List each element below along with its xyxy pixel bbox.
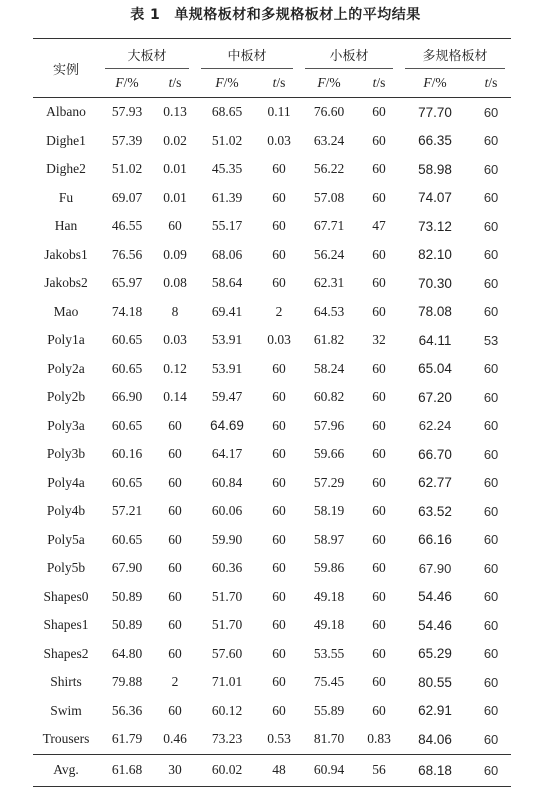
instance-name: Poly5a xyxy=(47,531,85,547)
fill-rate-cell: 80.55 xyxy=(418,674,452,690)
table-row xyxy=(33,355,511,384)
time-cell: 53 xyxy=(483,332,499,348)
time-cell: 60 xyxy=(372,360,386,376)
instance-name: Shapes2 xyxy=(43,645,89,661)
table-row xyxy=(33,611,511,640)
fill-rate-cell: 51.70 xyxy=(211,617,243,633)
time-cell: 60 xyxy=(372,474,386,490)
time-cell: 60 xyxy=(272,446,286,462)
time-cell: 60 xyxy=(272,531,286,547)
time-cell: 60 xyxy=(483,275,499,291)
fill-rate-cell: 66.16 xyxy=(418,532,452,548)
fill-rate-cell: 57.08 xyxy=(313,189,345,205)
table-row xyxy=(33,583,511,612)
fill-rate-cell: 62.77 xyxy=(418,475,452,491)
fill-rate-cell: 59.66 xyxy=(313,446,345,462)
time-cell: 60 xyxy=(168,446,182,462)
instance-name: Dighe2 xyxy=(46,161,86,177)
time-cell: 60 xyxy=(372,389,386,405)
fill-rate-cell: 61.39 xyxy=(211,189,243,205)
time-cell: 60 xyxy=(471,725,511,754)
fill-rate-cell: 66.70 xyxy=(418,446,452,462)
fill-rate-cell: 66.90 xyxy=(111,389,143,405)
time-header: t/s xyxy=(155,69,195,98)
fill-rate-cell: 84.06 xyxy=(399,725,471,754)
fill-rate-cell: 66.35 xyxy=(418,133,452,149)
fill-rate-cell: 79.88 xyxy=(111,674,143,690)
instance-name: Jakobs1 xyxy=(44,246,88,262)
time-cell: 60 xyxy=(372,702,386,718)
time-cell: 0.03 xyxy=(163,332,187,348)
instance-name: Poly4a xyxy=(47,474,85,490)
fill-rate-cell: 51.02 xyxy=(211,132,243,148)
instance-name: Poly3a xyxy=(47,417,85,433)
fill-rate-cell: 56.24 xyxy=(313,246,345,262)
time-cell: 0.01 xyxy=(163,189,187,205)
time-cell: 60 xyxy=(483,674,499,690)
table-row xyxy=(33,326,511,355)
table-row xyxy=(33,269,511,298)
fill-rate-cell: 58.64 xyxy=(211,275,243,291)
fill-rate-cell: 71.01 xyxy=(211,674,243,690)
time-cell: 60 xyxy=(483,418,499,434)
fill-rate-cell: 57.93 xyxy=(111,104,143,120)
time-cell: 60 xyxy=(272,645,286,661)
instance-name: Jakobs2 xyxy=(44,275,88,291)
fill-rate-cell: 60.65 xyxy=(111,332,143,348)
time-cell: 48 xyxy=(259,754,299,786)
fill-rate-cell: 64.80 xyxy=(111,645,143,661)
time-cell: 60 xyxy=(483,104,499,120)
instance-header: 实例 xyxy=(33,39,99,98)
fill-rate-cell: 75.45 xyxy=(313,674,345,690)
time-header: t/s xyxy=(359,69,399,98)
time-cell: 0.13 xyxy=(163,104,187,120)
table-row xyxy=(33,697,511,726)
fill-rate-cell: 61.82 xyxy=(313,332,345,348)
fill-rate-cell: 67.20 xyxy=(418,389,452,405)
table-row xyxy=(33,184,511,213)
fill-rate-cell: 59.90 xyxy=(211,531,243,547)
fill-rate-cell: 55.89 xyxy=(313,702,345,718)
fill-rate-cell: 73.12 xyxy=(418,218,452,234)
time-cell: 60 xyxy=(483,218,499,234)
instance-name: Albano xyxy=(46,104,86,120)
table-row xyxy=(33,98,511,127)
fill-rate-cell: 60.65 xyxy=(111,531,143,547)
time-cell: 60 xyxy=(372,161,386,177)
time-cell: 60 xyxy=(483,389,499,405)
time-cell: 60 xyxy=(372,531,386,547)
table-row xyxy=(33,127,511,156)
time-cell: 60 xyxy=(483,617,499,633)
time-cell: 60 xyxy=(372,246,386,262)
time-cell: 60 xyxy=(372,104,386,120)
fill-rate-cell: 60.36 xyxy=(211,560,243,576)
time-cell: 60 xyxy=(483,475,499,491)
time-header: t/s xyxy=(471,69,511,98)
fill-rate-cell: 69.07 xyxy=(111,189,143,205)
time-cell: 60 xyxy=(168,560,182,576)
fill-rate-cell: 60.02 xyxy=(195,754,259,786)
time-header: t/s xyxy=(259,69,299,98)
group-header-medium: 中板材 xyxy=(195,39,299,70)
time-cell: 60 xyxy=(483,247,499,263)
fill-rate-cell: 57.96 xyxy=(313,417,345,433)
time-cell: 60 xyxy=(168,617,182,633)
time-cell: 0.03 xyxy=(267,332,291,348)
time-cell: 30 xyxy=(155,754,195,786)
time-cell: 60 xyxy=(372,132,386,148)
table-row xyxy=(33,469,511,498)
time-cell: 60 xyxy=(372,617,386,633)
time-cell: 60 xyxy=(372,275,386,291)
instance-name: Shapes0 xyxy=(43,588,89,604)
fill-rate-cell: 56.22 xyxy=(313,161,345,177)
table-row xyxy=(33,212,511,241)
fill-rate-cell: 70.30 xyxy=(418,275,452,291)
fill-rate-cell: 57.39 xyxy=(111,132,143,148)
table-row xyxy=(33,440,511,469)
table-row xyxy=(33,668,511,697)
time-cell: 60 xyxy=(272,560,286,576)
time-cell: 60 xyxy=(483,646,499,662)
fill-rate-cell: 60.12 xyxy=(211,702,243,718)
time-cell: 60 xyxy=(483,304,499,320)
fill-rate-cell: 65.04 xyxy=(418,361,452,377)
fill-rate-cell: 78.08 xyxy=(418,304,452,320)
table-row xyxy=(33,754,511,786)
time-cell: 60 xyxy=(372,560,386,576)
fill-rate-cell: 76.60 xyxy=(313,104,345,120)
fill-rate-cell: 64.69 xyxy=(210,418,244,434)
instance-name: Avg. xyxy=(33,754,99,786)
fill-rate-header: F/% xyxy=(299,69,359,98)
fill-rate-cell: 64.53 xyxy=(313,303,345,319)
time-cell: 60 xyxy=(272,161,286,177)
time-cell: 60 xyxy=(168,531,182,547)
instance-name: Poly3b xyxy=(46,446,86,462)
time-cell: 56 xyxy=(359,754,399,786)
time-cell: 60 xyxy=(272,218,286,234)
instance-name: Poly4b xyxy=(46,503,86,519)
time-cell: 60 xyxy=(168,474,182,490)
time-cell: 60 xyxy=(168,588,182,604)
time-cell: 60 xyxy=(272,617,286,633)
fill-rate-cell: 58.24 xyxy=(313,360,345,376)
table-row xyxy=(33,412,511,441)
fill-rate-cell: 60.84 xyxy=(211,474,243,490)
fill-rate-cell: 60.65 xyxy=(111,417,143,433)
fill-rate-cell: 62.24 xyxy=(418,418,452,434)
fill-rate-cell: 67.90 xyxy=(111,560,143,576)
time-cell: 0.53 xyxy=(259,725,299,754)
time-cell: 0.03 xyxy=(267,132,291,148)
fill-rate-cell: 56.36 xyxy=(111,702,143,718)
instance-name: Poly1a xyxy=(47,332,85,348)
fill-rate-cell: 61.79 xyxy=(99,725,155,754)
fill-rate-cell: 64.11 xyxy=(418,332,452,348)
fill-rate-cell: 74.07 xyxy=(418,190,452,206)
fill-rate-cell: 62.91 xyxy=(418,703,452,719)
time-cell: 0.11 xyxy=(267,104,291,120)
time-cell: 0.02 xyxy=(163,132,187,148)
fill-rate-cell: 60.06 xyxy=(211,503,243,519)
instance-name: Dighe1 xyxy=(46,132,86,148)
fill-rate-cell: 60.65 xyxy=(111,474,143,490)
fill-rate-cell: 50.89 xyxy=(111,617,143,633)
time-cell: 60 xyxy=(272,588,286,604)
fill-rate-cell: 51.70 xyxy=(211,588,243,604)
instance-name: Trousers xyxy=(33,725,99,754)
fill-rate-cell: 53.91 xyxy=(211,360,243,376)
fill-rate-cell: 69.41 xyxy=(211,303,243,319)
fill-rate-cell: 76.56 xyxy=(111,246,143,262)
time-cell: 60 xyxy=(483,446,499,462)
instance-name: Han xyxy=(54,218,78,234)
time-cell: 60 xyxy=(372,588,386,604)
time-cell: 60 xyxy=(483,532,499,548)
group-header-large: 大板材 xyxy=(99,39,195,70)
fill-rate-cell: 73.23 xyxy=(195,725,259,754)
table-row xyxy=(33,554,511,583)
fill-rate-cell: 67.71 xyxy=(313,218,345,234)
fill-rate-cell: 77.70 xyxy=(418,104,452,120)
fill-rate-header: F/% xyxy=(195,69,259,98)
table-row xyxy=(33,298,511,327)
table-row xyxy=(33,383,511,412)
time-cell: 60 xyxy=(483,560,499,576)
time-cell: 60 xyxy=(372,189,386,205)
instance-name: Shapes1 xyxy=(43,617,89,633)
fill-rate-cell: 82.10 xyxy=(418,247,452,263)
table-row xyxy=(33,725,511,754)
table-row xyxy=(33,640,511,669)
fill-rate-cell: 57.60 xyxy=(211,645,243,661)
fill-rate-cell: 61.68 xyxy=(99,754,155,786)
time-cell: 60 xyxy=(483,133,499,149)
fill-rate-cell: 60.82 xyxy=(313,389,345,405)
fill-rate-cell: 54.46 xyxy=(418,589,452,605)
table-row xyxy=(33,497,511,526)
fill-rate-cell: 59.86 xyxy=(313,560,345,576)
fill-rate-cell: 51.02 xyxy=(111,161,143,177)
time-cell: 32 xyxy=(372,332,386,348)
fill-rate-cell: 68.65 xyxy=(211,104,243,120)
table-number: 表 1 xyxy=(130,7,161,23)
time-cell: 60 xyxy=(272,389,286,405)
time-cell: 60 xyxy=(272,417,286,433)
time-cell: 60 xyxy=(272,474,286,490)
fill-rate-cell: 49.18 xyxy=(313,588,345,604)
time-cell: 0.83 xyxy=(359,725,399,754)
instance-name: Poly2a xyxy=(47,360,85,376)
time-cell: 60 xyxy=(168,417,182,433)
table-title: 单规格板材和多规格板材上的平均结果 xyxy=(174,7,421,23)
time-cell: 60 xyxy=(372,417,386,433)
fill-rate-cell: 57.29 xyxy=(313,474,345,490)
group-header-multi: 多规格板材 xyxy=(399,39,511,70)
time-cell: 60 xyxy=(471,754,511,786)
time-cell: 8 xyxy=(171,303,179,319)
fill-rate-cell: 58.97 xyxy=(313,531,345,547)
fill-rate-cell: 53.91 xyxy=(211,332,243,348)
fill-rate-cell: 68.06 xyxy=(211,246,243,262)
time-cell: 60 xyxy=(372,303,386,319)
table-row xyxy=(33,155,511,184)
time-cell: 60 xyxy=(272,246,286,262)
time-cell: 2 xyxy=(275,303,283,319)
fill-rate-cell: 60.65 xyxy=(111,360,143,376)
instance-name: Poly5b xyxy=(46,560,86,576)
time-cell: 60 xyxy=(483,503,499,519)
fill-rate-cell: 53.55 xyxy=(313,645,345,661)
time-cell: 60 xyxy=(372,503,386,519)
fill-rate-cell: 63.24 xyxy=(313,132,345,148)
fill-rate-header: F/% xyxy=(99,69,155,98)
time-cell: 60 xyxy=(483,190,499,206)
time-cell: 2 xyxy=(171,674,179,690)
time-cell: 60 xyxy=(272,702,286,718)
fill-rate-cell: 58.98 xyxy=(418,161,452,177)
fill-rate-cell: 49.18 xyxy=(313,617,345,633)
instance-name: Shirts xyxy=(50,674,82,690)
time-cell: 0.14 xyxy=(163,389,187,405)
fill-rate-cell: 68.18 xyxy=(399,754,471,786)
table-row xyxy=(33,526,511,555)
time-cell: 60 xyxy=(272,189,286,205)
time-cell: 60 xyxy=(483,161,499,177)
table-row xyxy=(33,241,511,270)
fill-rate-cell: 45.35 xyxy=(211,161,243,177)
fill-rate-cell: 58.19 xyxy=(313,503,345,519)
time-cell: 60 xyxy=(483,703,499,719)
time-cell: 60 xyxy=(372,446,386,462)
fill-rate-cell: 65.97 xyxy=(111,275,143,291)
time-cell: 60 xyxy=(372,645,386,661)
time-cell: 60 xyxy=(483,589,499,605)
fill-rate-cell: 65.29 xyxy=(418,646,452,662)
instance-name: Fu xyxy=(58,189,74,205)
time-cell: 60 xyxy=(168,702,182,718)
fill-rate-cell: 74.18 xyxy=(111,303,143,319)
instance-name: Swim xyxy=(50,702,82,718)
time-cell: 47 xyxy=(372,218,386,234)
fill-rate-cell: 50.89 xyxy=(111,588,143,604)
fill-rate-cell: 64.17 xyxy=(211,446,243,462)
fill-rate-cell: 63.52 xyxy=(418,503,452,519)
fill-rate-header: F/% xyxy=(399,69,471,98)
time-cell: 60 xyxy=(483,361,499,377)
fill-rate-cell: 81.70 xyxy=(299,725,359,754)
time-cell: 60 xyxy=(168,218,182,234)
group-header-small: 小板材 xyxy=(299,39,399,70)
time-cell: 0.08 xyxy=(163,275,187,291)
fill-rate-cell: 55.17 xyxy=(211,218,243,234)
fill-rate-cell: 62.31 xyxy=(313,275,345,291)
instance-name: Poly2b xyxy=(46,389,86,405)
fill-rate-cell: 46.55 xyxy=(111,218,143,234)
results-table xyxy=(33,38,511,787)
time-cell: 60 xyxy=(272,503,286,519)
time-cell: 60 xyxy=(372,674,386,690)
fill-rate-cell: 67.90 xyxy=(418,560,452,576)
fill-rate-cell: 54.46 xyxy=(418,617,452,633)
table-caption xyxy=(0,4,551,24)
fill-rate-cell: 57.21 xyxy=(111,503,143,519)
instance-name: Mao xyxy=(53,303,79,319)
time-cell: 0.01 xyxy=(163,161,187,177)
fill-rate-cell: 60.94 xyxy=(299,754,359,786)
time-cell: 0.09 xyxy=(163,246,187,262)
time-cell: 0.12 xyxy=(163,360,187,376)
time-cell: 60 xyxy=(168,645,182,661)
fill-rate-cell: 59.47 xyxy=(211,389,243,405)
time-cell: 0.46 xyxy=(155,725,195,754)
time-cell: 60 xyxy=(272,360,286,376)
time-cell: 60 xyxy=(168,503,182,519)
time-cell: 60 xyxy=(272,275,286,291)
time-cell: 60 xyxy=(272,674,286,690)
fill-rate-cell: 60.16 xyxy=(111,446,143,462)
